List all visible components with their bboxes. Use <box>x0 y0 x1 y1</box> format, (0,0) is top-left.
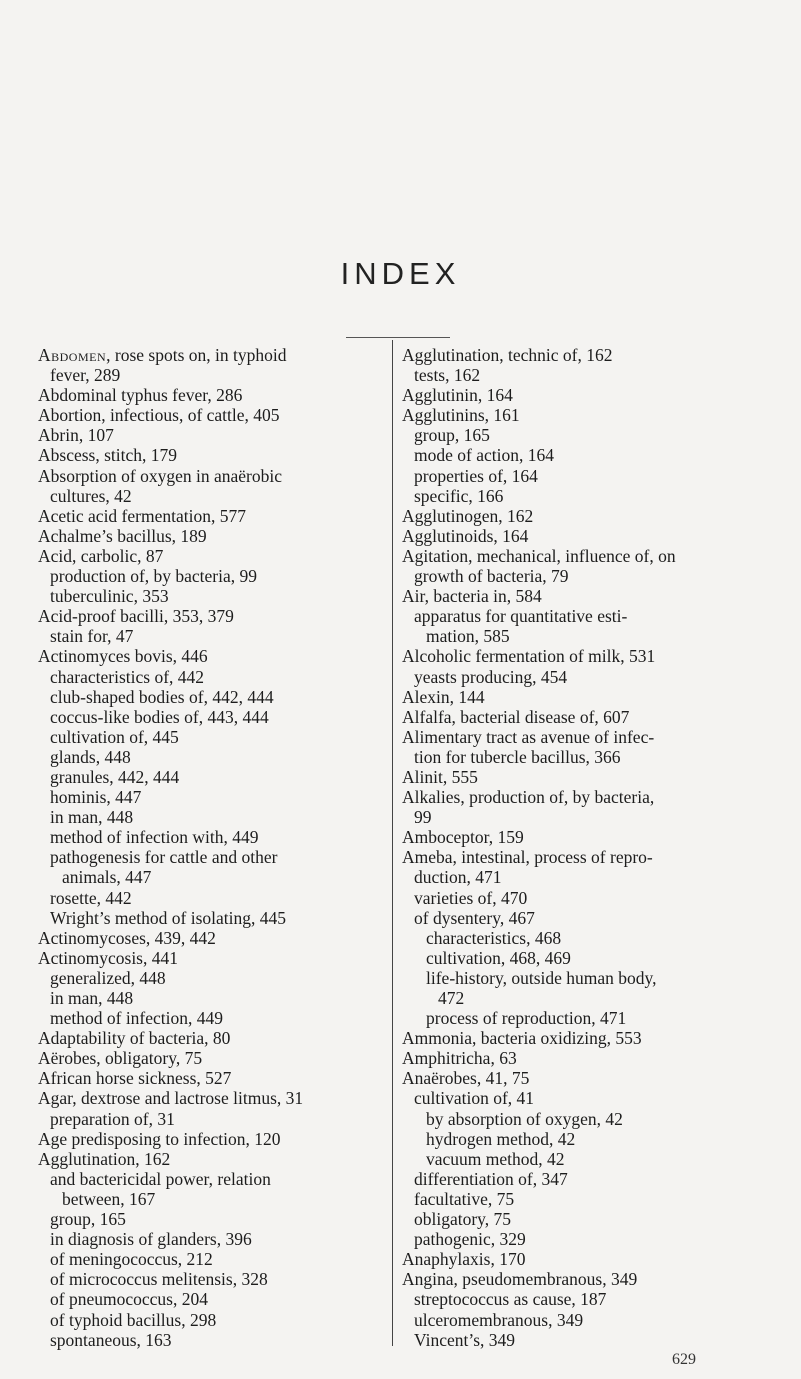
index-entry: Alfalfa, bacterial disease of, 607 <box>402 706 630 727</box>
index-entry: Angina, pseudomembranous, 349 <box>402 1269 638 1290</box>
index-entry: glands, 448 <box>50 746 131 767</box>
index-entry: of micrococcus melitensis, 328 <box>50 1269 268 1290</box>
index-entry: characteristics of, 442 <box>50 666 205 687</box>
index-entry: Agitation, mechanical, influence of, on <box>402 545 676 566</box>
index-entry: Age predisposing to infection, 120 <box>38 1128 281 1149</box>
index-entry: pathogenesis for cattle and other <box>50 847 278 868</box>
index-entry: differentiation of, 347 <box>414 1168 568 1189</box>
index-entry: stain for, 47 <box>50 626 134 647</box>
index-entry: Wright’s method of isolating, 445 <box>50 907 287 928</box>
page-number: 629 <box>672 1351 696 1368</box>
index-entry: Agglutinogen, 162 <box>402 505 534 526</box>
index-entry: Abdominal typhus fever, 286 <box>38 385 243 406</box>
index-entry: yeasts producing, 454 <box>414 666 568 687</box>
index-entry: of dysentery, 467 <box>414 907 535 928</box>
index-entry: specific, 166 <box>414 485 504 506</box>
index-entry: Air, bacteria in, 584 <box>402 586 542 607</box>
index-entry: and bactericidal power, relation <box>50 1168 271 1189</box>
index-entry: obligatory, 75 <box>414 1209 512 1230</box>
index-entry: Abscess, stitch, 179 <box>38 445 178 466</box>
index-entry: Ameba, intestinal, process of repro- <box>402 847 653 868</box>
index-entry: coccus-like bodies of, 443, 444 <box>50 706 269 727</box>
index-entry: pathogenic, 329 <box>414 1229 526 1250</box>
index-entry: vacuum method, 42 <box>426 1148 565 1169</box>
index-entry-continuation: growth of bacteria, 79 <box>414 566 569 587</box>
index-entry: mode of action, 164 <box>414 445 554 466</box>
index-entry: Aërobes, obligatory, 75 <box>38 1048 203 1069</box>
index-entry-continuation: animals, 447 <box>62 867 152 888</box>
index-entry-continuation: between, 167 <box>62 1188 156 1209</box>
index-entry: group, 165 <box>414 425 490 446</box>
index-entry: of typhoid bacillus, 298 <box>50 1309 217 1330</box>
index-entry: Alexin, 144 <box>402 686 485 707</box>
index-entry: Agglutinoids, 164 <box>402 525 529 546</box>
index-entry: rosette, 442 <box>50 887 132 908</box>
index-entry: granules, 442, 444 <box>50 766 180 787</box>
index-entry-continuation: fever, 289 <box>50 365 121 386</box>
index-entry: tests, 162 <box>414 365 481 386</box>
index-entry: Anaërobes, 41, 75 <box>402 1068 530 1089</box>
index-entry: characteristics, 468 <box>426 927 562 948</box>
index-entry: Abdomen, rose spots on, in typhoid <box>38 345 287 365</box>
index-entry: Alinit, 555 <box>402 766 478 787</box>
index-entry: Agglutination, 162 <box>38 1148 171 1169</box>
index-entry: Abrin, 107 <box>38 425 114 446</box>
index-entry: method of infection with, 449 <box>50 827 259 848</box>
index-entry: method of infection, 449 <box>50 1008 224 1029</box>
index-entry: facultative, 75 <box>414 1188 515 1209</box>
index-entry: properties of, 164 <box>414 465 538 486</box>
index-entry-continuation: tion for tubercle bacillus, 366 <box>414 746 621 767</box>
index-entry-continuation: mation, 585 <box>426 626 510 647</box>
index-entry: Actinomyces bovis, 446 <box>38 646 208 667</box>
index-entry: Acid-proof bacilli, 353, 379 <box>38 606 234 627</box>
index-entry: varieties of, 470 <box>414 887 528 908</box>
index-entry-continuation: 472 <box>438 988 465 1008</box>
index-entry: club-shaped bodies of, 442, 444 <box>50 686 274 707</box>
index-entry: in man, 448 <box>50 988 134 1008</box>
index-entry: Actinomycosis, 441 <box>38 947 178 968</box>
index-entry: spontaneous, 163 <box>50 1329 172 1350</box>
index-entry: hominis, 447 <box>50 787 142 808</box>
index-entry: Ammonia, bacteria oxidizing, 553 <box>402 1028 642 1049</box>
index-entry: Vincent’s, 349 <box>414 1329 516 1350</box>
page-title: INDEX <box>340 256 461 291</box>
index-entry: life-history, outside human body, <box>426 967 657 988</box>
index-entry-continuation: duction, 471 <box>414 867 502 888</box>
title-rule <box>346 337 450 338</box>
index-entry: group, 165 <box>50 1209 126 1230</box>
index-entry: production of, by bacteria, 99 <box>50 566 258 587</box>
index-entry: cultivation, 468, 469 <box>426 947 571 968</box>
index-entry: Absorption of oxygen in anaërobic <box>38 465 282 486</box>
index-column-left <box>38 345 399 1350</box>
index-entry: preparation of, 31 <box>50 1108 175 1129</box>
index-entry: Acid, carbolic, 87 <box>38 545 164 566</box>
index-entry: Alkalies, production of, by bacteria, <box>402 787 655 808</box>
index-entry: Amphitricha, 63 <box>402 1048 517 1069</box>
index-entry: in diagnosis of glanders, 396 <box>50 1229 252 1250</box>
index-entry: Alcoholic fermentation of milk, 531 <box>402 646 656 667</box>
index-entry: process of reproduction, 471 <box>426 1008 627 1029</box>
index-entry: of pneumococcus, 204 <box>50 1289 208 1310</box>
index-entry-continuation: 99 <box>414 807 432 828</box>
index-entry: Agglutinins, 161 <box>402 405 520 426</box>
index-entry: African horse sickness, 527 <box>38 1068 232 1089</box>
index-entry: Actinomycoses, 439, 442 <box>38 927 216 948</box>
index-entry: Anaphylaxis, 170 <box>402 1249 526 1270</box>
index-entry: Agglutinin, 164 <box>402 385 513 406</box>
index-column-right <box>402 345 760 1350</box>
index-entry: cultivation of, 445 <box>50 726 179 747</box>
index-entry: of meningococcus, 212 <box>50 1249 213 1270</box>
index-entry: Agar, dextrose and lactrose litmus, 31 <box>38 1088 304 1109</box>
index-entry: in man, 448 <box>50 807 134 828</box>
index-entry: Abortion, infectious, of cattle, 405 <box>38 405 280 426</box>
index-entry-continuation: cultures, 42 <box>50 485 132 506</box>
index-entry: cultivation of, 41 <box>414 1088 535 1109</box>
index-entry: Alimentary tract as avenue of infec- <box>402 726 655 747</box>
index-entry: streptococcus as cause, 187 <box>414 1289 607 1310</box>
index-entry: Adaptability of bacteria, 80 <box>38 1028 231 1049</box>
index-entry: Acetic acid fermentation, 577 <box>38 505 246 526</box>
index-entry: Agglutination, technic of, 162 <box>402 345 613 365</box>
index-entry: generalized, 448 <box>50 967 166 988</box>
index-entry: hydrogen method, 42 <box>426 1128 576 1149</box>
index-entry: ulceromembranous, 349 <box>414 1309 584 1330</box>
index-entry: apparatus for quantitative esti- <box>414 606 628 627</box>
index-entry: Achalme’s bacillus, 189 <box>38 525 207 546</box>
index-entry: by absorption of oxygen, 42 <box>426 1108 623 1129</box>
index-entry: Amboceptor, 159 <box>402 827 524 848</box>
index-entry: tuberculinic, 353 <box>50 586 169 607</box>
